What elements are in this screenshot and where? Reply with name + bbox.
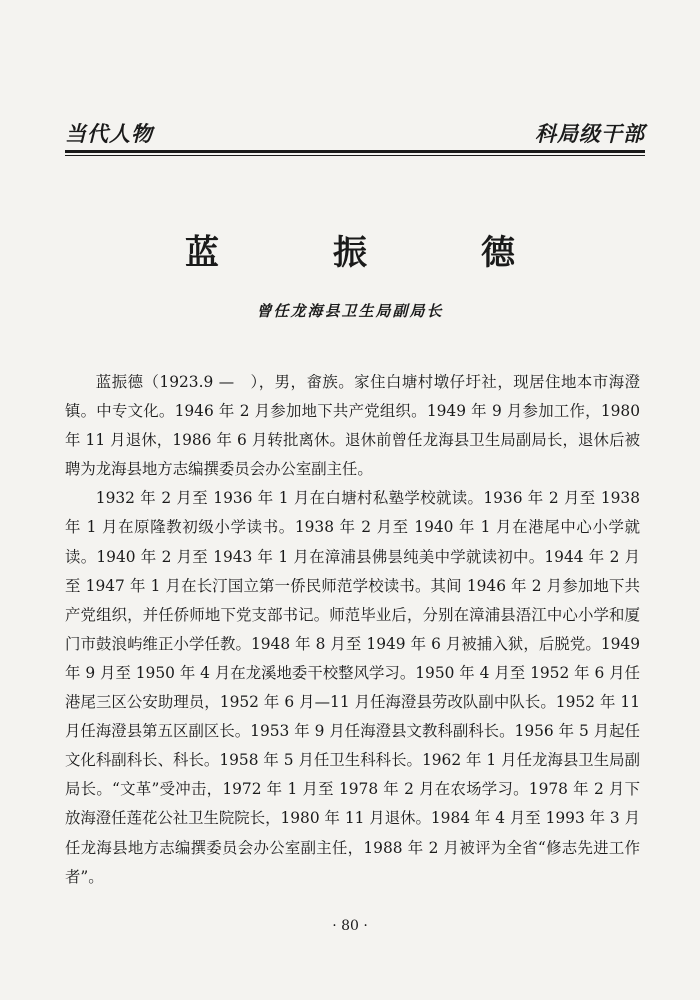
header-rule-thin	[65, 155, 645, 156]
page-subtitle: 曾任龙海县卫生局副局长	[256, 302, 444, 320]
header-rule	[65, 150, 645, 153]
running-header	[65, 118, 645, 148]
paragraph: 1932 年 2 月至 1936 年 1 月在白塘村私塾学校就读。1936 年 2 月至 1938 年 1 月在原隆教初级小学读书。1938 年 2 月至 1940 年 1 月在港尾中心小学就读。1940 年 2 月至 1943 年 1 月在漳浦县佛昙纯美中学就读初中。1944 年 2 月至 1947 年 1 月在长汀国立第一侨民师范学校读书。其间 1946 年 2 月参加地下共产党组织，并任侨师地下党支部书记。师范毕业后，分别在漳浦县浯江中心小学和厦门市鼓浪屿维正小学任教。1948 年 8 月至 1949 年 6 月被捕入狱，后脱党。1949 年 9 月至 1950 年 4 月在龙溪地委干校整风学习。1950 年 4 月至 1952 年 6 月任港尾三区公安助理员，1952 年 6 月—11 月任海澄县劳改队副中队长。1952 年 11 月任海澄县第五区副区长。1953 年 9 月任海澄县文教科副科长。1956 年 5 月起任文化科副科长、科长。1958 年 5 月任卫生科科长。1962 年 1 月任龙海县卫生局副局长。“文革”受冲击，1972 年 1 月至 1978 年 2 月在农场学习。1978 年 2 月下放海澄任莲花公社卫生院院长，1980 年 11 月退休。1984 年 4 月至 1993 年 3 月任龙海县地方志编撰委员会办公室副主任，1988 年 2 月被评为全省“修志先进工作者”。	[65, 489, 640, 886]
header-category: 科局级干部	[535, 122, 645, 146]
paragraph: 蓝振德（1923.9 — ），男，畲族。家住白塘村墩仔圩社，现居住地本市海澄镇。中专文化。1946 年 2 月参加地下共产党组织。1949 年 9 月参加工作，1980 年 11 月退休，1986 年 6 月转批离休。退休前曾任龙海县卫生局副局长，退休后被聘为龙海县地方志编撰委员会办公室副主任。	[65, 373, 640, 479]
header-section-title: 当代人物	[65, 122, 153, 146]
page-title: 蓝 振 德	[185, 233, 555, 273]
biography-body	[65, 368, 640, 892]
page-number: · 80 ·	[332, 918, 368, 934]
